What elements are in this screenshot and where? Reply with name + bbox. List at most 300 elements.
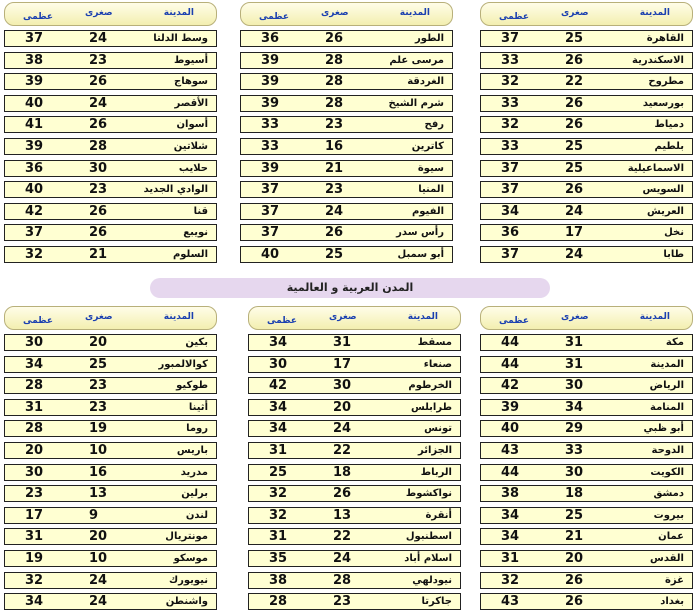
table-row [480,356,693,373]
table-row [480,116,693,133]
city-name: الفيوم [411,205,444,217]
min-temp: 10 [89,443,108,458]
column-header-max: عظمى [23,316,54,326]
table-row [480,73,693,90]
city-name: مدريد [180,466,208,478]
city-name: القدس [650,553,684,564]
max-temp: 17 [25,507,44,523]
min-temp: 26 [89,117,108,133]
column-header-city: المدينة [163,8,194,18]
city-name: مكة [665,337,684,348]
max-temp: 34 [25,594,44,610]
max-temp: 39 [261,74,280,90]
column-header-city: المدينة [163,312,194,322]
min-temp: 31 [333,335,352,350]
max-temp: 19 [25,551,44,566]
min-temp: 25 [565,31,584,46]
max-temp: 30 [269,356,288,372]
table-row [480,420,693,437]
table-row [480,334,693,351]
min-temp: 30 [565,464,584,480]
city-name: المدينة [650,358,684,370]
city-name: أسيوط [174,54,208,66]
table-row [480,138,693,155]
table-row [4,181,217,198]
city-name: الجزائر [417,445,452,456]
max-temp: 31 [269,529,288,545]
city-table [4,306,217,610]
min-temp: 24 [89,95,108,111]
max-temp: 40 [501,421,520,437]
city-name: بكين [185,337,208,348]
table-row [240,116,453,133]
min-temp: 24 [333,421,352,437]
max-temp: 28 [25,378,44,394]
max-temp: 39 [261,160,280,176]
table-row [240,181,453,198]
min-temp: 26 [565,95,584,111]
min-temp: 13 [89,486,108,502]
table-row [4,95,217,112]
max-temp: 38 [269,572,288,588]
min-temp: 23 [89,52,108,68]
table-row [480,203,693,220]
city-name: كاترين [411,141,444,152]
table-row [240,52,453,69]
max-temp: 31 [501,551,520,566]
table-row [4,442,217,459]
table-header [480,306,693,330]
table-row [248,550,461,567]
min-temp: 21 [325,160,344,176]
min-temp: 24 [89,572,108,588]
table-row [4,399,217,416]
city-name: نيودلهي [412,574,452,586]
max-temp: 31 [25,399,44,415]
city-name: نيويورك [168,574,208,586]
table-row [4,464,217,481]
city-name: طوكيو [176,380,208,392]
city-name: طابا [663,249,684,260]
max-temp: 34 [501,203,520,219]
city-name: لندن [185,509,208,521]
min-temp: 26 [325,31,344,46]
table-row [480,507,693,524]
city-name: برلين [181,488,208,500]
city-name: طرابلس [410,401,452,413]
column-header-max: عظمى [267,316,298,326]
table-row [248,399,461,416]
max-temp: 40 [25,182,44,198]
table-row [480,485,693,502]
section-title: المدن العربية و العالمية [150,278,550,298]
min-temp: 29 [565,421,584,437]
min-temp: 18 [333,464,352,480]
city-name: رفح [424,119,444,131]
min-temp: 31 [565,356,584,372]
table-header [480,2,693,26]
table-row [4,356,217,373]
table-row [4,485,217,502]
min-temp: 17 [333,356,352,372]
max-temp: 32 [269,486,288,502]
table-row [4,138,217,155]
table-row [480,30,693,47]
min-temp: 24 [333,551,352,566]
max-temp: 36 [261,31,280,46]
city-name: مسقط [417,337,452,348]
min-temp: 16 [325,139,344,154]
min-temp: 26 [565,52,584,68]
max-temp: 23 [25,486,44,502]
min-temp: 28 [325,95,344,111]
city-name: باريس [176,445,208,456]
max-temp: 34 [501,507,520,523]
city-name: مرسى علم [389,54,444,66]
max-temp: 31 [25,529,44,545]
city-name: الرياض [649,380,684,392]
max-temp: 37 [25,225,44,241]
max-temp: 33 [501,139,520,154]
table-row [480,550,693,567]
min-temp: 28 [325,52,344,68]
city-name: كوالالمبور [158,358,208,370]
min-temp: 30 [89,160,108,176]
table-row [4,203,217,220]
min-temp: 33 [565,443,584,458]
min-temp: 28 [333,572,352,588]
column-header-min: صغرى [561,312,589,322]
min-temp: 20 [89,335,108,350]
min-temp: 34 [565,399,584,415]
max-temp: 28 [269,594,288,610]
max-temp: 37 [25,31,44,46]
city-name: عمان [658,531,684,543]
city-name: بورسعيد [642,97,684,109]
city-name: المنيا [418,184,444,196]
table-row [248,377,461,394]
table-row [480,593,693,610]
min-temp: 26 [333,486,352,502]
table-row [480,399,693,416]
table-row [4,572,217,589]
max-temp: 25 [269,464,288,480]
min-temp: 18 [565,486,584,502]
city-name: المنامة [650,401,684,413]
table-row [240,160,453,177]
max-temp: 43 [501,594,520,610]
max-temp: 32 [25,247,44,262]
city-name: أبو سمبل [397,249,444,260]
city-name: السلوم [172,249,208,260]
table-row [248,442,461,459]
max-temp: 44 [501,356,520,372]
max-temp: 34 [269,421,288,437]
table-row [480,442,693,459]
column-header-max: عظمى [499,12,530,22]
city-name: أثينا [188,401,208,413]
min-temp: 26 [89,203,108,219]
city-name: القاهرة [646,33,684,44]
min-temp: 28 [89,139,108,154]
column-header-max: عظمى [259,12,290,22]
city-name: اسلام أباد [404,553,452,564]
min-temp: 23 [89,399,108,415]
table-row [480,572,693,589]
min-temp: 30 [565,378,584,394]
max-temp: 42 [25,203,44,219]
min-temp: 10 [89,551,108,566]
min-temp: 24 [89,31,108,46]
city-name: مطروح [648,76,684,88]
column-header-city: المدينة [639,312,670,322]
min-temp: 20 [89,529,108,545]
min-temp: 26 [89,225,108,241]
min-temp: 25 [565,160,584,176]
city-name: جاكرتا [421,596,452,608]
column-header-min: صغرى [561,8,589,18]
max-temp: 41 [25,117,44,133]
city-name: أنقرة [425,509,452,521]
table-row [240,30,453,47]
min-temp: 30 [333,378,352,394]
min-temp: 25 [565,139,584,154]
max-temp: 42 [501,378,520,394]
max-temp: 32 [501,74,520,90]
min-temp: 20 [565,551,584,566]
table-header [4,306,217,330]
max-temp: 30 [25,464,44,480]
column-header-min: صغرى [85,312,113,322]
city-name: بيروت [653,509,684,521]
min-temp: 25 [325,247,344,262]
table-row [480,181,693,198]
max-temp: 36 [501,225,520,241]
table-row [240,203,453,220]
min-temp: 25 [89,356,108,372]
max-temp: 31 [269,443,288,458]
table-row [4,52,217,69]
city-name: حلايب [178,162,208,174]
city-name: السويس [642,184,684,196]
max-temp: 32 [25,572,44,588]
max-temp: 28 [25,421,44,437]
max-temp: 44 [501,335,520,350]
city-name: الرباط [420,466,452,478]
city-name: موسكو [173,553,208,564]
table-row [4,246,217,263]
table-row [240,246,453,263]
max-temp: 33 [501,95,520,111]
city-name: دمشق [653,488,684,500]
table-row [248,572,461,589]
min-temp: 28 [325,74,344,90]
min-temp: 17 [565,225,584,241]
table-row [248,464,461,481]
max-temp: 30 [25,335,44,350]
min-temp: 26 [565,572,584,588]
max-temp: 43 [501,443,520,458]
city-name: الاسماعيلية [627,162,684,174]
max-temp: 34 [269,335,288,350]
table-row [248,528,461,545]
min-temp: 20 [333,399,352,415]
city-name: شلاتين [173,141,208,152]
max-temp: 42 [269,378,288,394]
max-temp: 39 [25,74,44,90]
table-header [248,306,461,330]
table-row [248,507,461,524]
table-row [240,224,453,241]
city-name: تونس [424,423,452,435]
max-temp: 37 [501,160,520,176]
min-temp: 22 [333,443,352,458]
max-temp: 37 [261,182,280,198]
table-row [4,334,217,351]
city-name: الطور [415,33,444,44]
city-table [4,2,217,262]
min-temp: 23 [325,182,344,198]
min-temp: 31 [565,335,584,350]
min-temp: 23 [325,117,344,133]
city-name: بلطيم [654,141,684,152]
min-temp: 23 [333,594,352,610]
city-name: سوهاج [174,76,208,88]
city-name: قنا [193,205,208,217]
table-row [480,52,693,69]
city-name: غزة [665,574,684,586]
city-name: دمياط [654,119,684,131]
table-row [4,377,217,394]
city-name: مونتريال [165,531,208,543]
column-header-min: صغرى [85,8,113,18]
min-temp: 26 [89,74,108,90]
max-temp: 33 [261,139,280,154]
min-temp: 24 [325,203,344,219]
max-temp: 35 [269,551,288,566]
table-row [480,377,693,394]
city-name: سيوة [417,162,444,174]
max-temp: 20 [25,443,44,458]
table-row [480,464,693,481]
min-temp: 23 [89,378,108,394]
city-name: الدوحة [651,445,684,456]
min-temp: 24 [565,247,584,262]
table-row [4,224,217,241]
max-temp: 32 [269,507,288,523]
city-table [248,306,461,610]
max-temp: 44 [501,464,520,480]
table-row [248,420,461,437]
table-row [248,356,461,373]
min-temp: 21 [565,529,584,545]
max-temp: 33 [501,52,520,68]
column-header-city: المدينة [399,8,430,18]
max-temp: 40 [25,95,44,111]
min-temp: 25 [565,507,584,523]
max-temp: 37 [501,247,520,262]
min-temp: 24 [89,594,108,610]
table-row [240,73,453,90]
city-table [240,2,453,262]
table-header [240,2,453,26]
table-row [480,160,693,177]
max-temp: 36 [25,160,44,176]
city-name: الأقصر [174,97,208,109]
min-temp: 24 [565,203,584,219]
table-row [240,95,453,112]
max-temp: 39 [261,95,280,111]
min-temp: 19 [89,421,108,437]
city-name: أبو ظبي [643,423,684,435]
min-temp: 26 [325,225,344,241]
table-row [480,224,693,241]
column-header-max: عظمى [499,316,530,326]
table-row [4,528,217,545]
max-temp: 39 [501,399,520,415]
city-name: أسوان [176,119,208,131]
table-row [4,160,217,177]
table-header [4,2,217,26]
max-temp: 34 [501,529,520,545]
max-temp: 32 [501,572,520,588]
city-name: اسطنبول [405,531,452,543]
table-row [240,138,453,155]
city-name: الاسكندرية [632,54,684,66]
max-temp: 37 [261,225,280,241]
max-temp: 34 [269,399,288,415]
city-name: الغردقة [407,76,444,88]
city-name: الكويت [650,466,684,478]
max-temp: 37 [261,203,280,219]
city-name: رأس سدر [396,227,444,239]
city-name: شرم الشيخ [388,97,444,109]
min-temp: 22 [333,529,352,545]
min-temp: 22 [565,74,584,90]
column-header-min: صغرى [329,312,357,322]
max-temp: 32 [501,117,520,133]
max-temp: 34 [25,356,44,372]
city-name: روما [186,423,208,435]
city-name: صنعاء [423,358,452,370]
city-name: واشنطن [165,596,208,608]
city-name: الوادي الجديد [143,184,208,196]
column-header-min: صغرى [321,8,349,18]
table-row [4,593,217,610]
table-row [4,420,217,437]
min-temp: 9 [89,507,99,523]
max-temp: 40 [261,247,280,262]
city-name: الخرطوم [408,380,452,392]
min-temp: 16 [89,464,108,480]
city-name: العريش [647,205,684,217]
min-temp: 21 [89,247,108,262]
table-row [4,73,217,90]
max-temp: 38 [25,52,44,68]
column-header-city: المدينة [407,312,438,322]
table-row [248,334,461,351]
table-row [480,95,693,112]
table-row [4,116,217,133]
city-table [480,306,693,610]
table-row [4,507,217,524]
city-name: وسط الدلتا [153,33,208,44]
city-name: بغداد [660,596,684,608]
table-row [248,485,461,502]
max-temp: 39 [261,52,280,68]
min-temp: 13 [333,507,352,523]
max-temp: 39 [25,139,44,154]
